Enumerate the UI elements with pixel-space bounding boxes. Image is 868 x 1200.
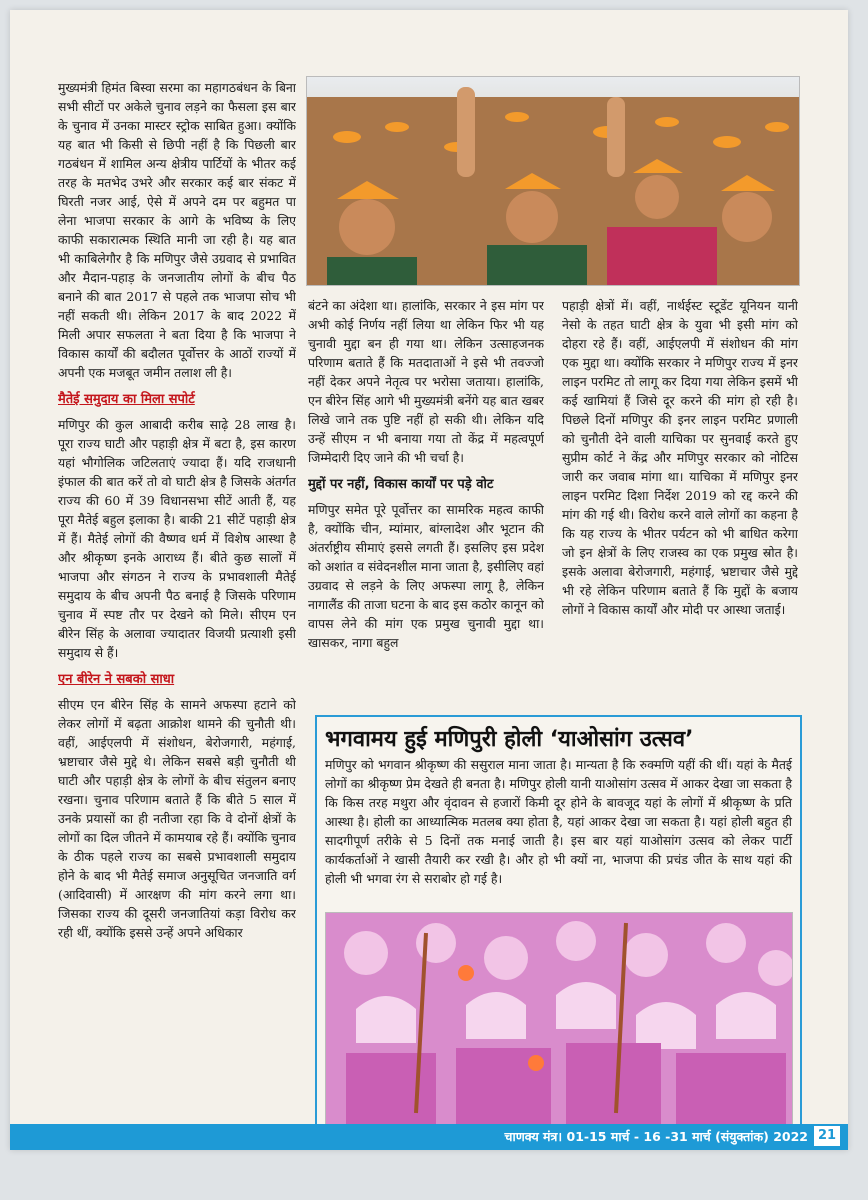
heading-biren: एन बीरेन ने सबको साधा bbox=[58, 672, 175, 687]
column-2 bbox=[308, 296, 544, 712]
col2-paragraph-2: मणिपुर समेत पूरे पूर्वोत्तर का सामरिक महत्व काफी है, क्योंकि चीन, म्यांमार, बांग्लादेश और भूटान की अंतर्राष्ट्रीय सीमाएं इससे लगती हैं। इसलिए इस प्रदेश को अशांत व संवेदनशील माना जाता है, इसीलिए वहां उग्रवाद से लड़ने के लिए अफस्पा लागू है, लेकिन नागालैंड की ताजा घटना के बाद इस कठोर कानून को वापस लेने की मांग एक प्रमुख चुनावी मुद्दा था। खासकर, नागा बहुल bbox=[308, 502, 544, 650]
column-3 bbox=[562, 296, 798, 712]
col1-paragraph-3: सीएम एन बीरेन सिंह के सामने अफस्पा हटाने को लेकर लोगों में बढ़ता आक्रोश थामने की चुनौती थी। वहीं, आईएलपी में संशोधन, बेरोजगारी, महंगाई, भ्रष्टाचार जैसे मुद्दे थे। लेकिन सबसे बड़ी चुनौती थी घाटी और पहाड़ी क्षेत्र के लोगों के बीच संतुलन बनाए रखना। चुनाव परिणाम बताते हैं कि बीते 5 साल में उनके प्रयासों का ही नतीजा रहा कि वे दोनों क्षेत्रों के लोगों का दिल जीतने में कामयाब रहे हैं। क्योंकि चुनाव के ठीक पहले राज्य का सबसे प्रभावशाली समुदाय होने के बाद भी मैतेई समाज अनुसूचित जनजाति वर्ग (आदिवासी) में आरक्षण की मांग करने लगा था। जिसका राज्य की दूसरी जनजातियां कड़ा विरोध कर रही थीं, क्योंकि इससे उन्हें अपने अधिकार bbox=[58, 697, 296, 940]
col1-paragraph-1: मुख्यमंत्री हिमंत बिस्वा सरमा का महागठबंधन के बिना सभी सीटों पर अकेले चुनाव लड़ने का फैसला इस बार के चुनाव में उनका मास्टर स्ट्रोक साबित हुआ। क्योंकि यह बात भी किसी से छिपी नहीं है कि पिछली बार गठबंधन में शामिल अन्य क्षेत्रीय पार्टियों के भीतर कई तरह के मतभेद उभरे और सरकार कई बार संकट में घिरती नजर आई, ऐसे में अपने दम पर बहुमत पा लेना भाजपा सरकार के आगे के भविष्य के लिए काफी सकारात्मक स्थिति मानी जा रही है। यह बात भी काबिलेगौर है कि मणिपुर जैसे उग्रवाद से प्रभावित और मैदान-पहाड़ के जनजातीय लोगों के बीच पैठ बनाने की बात 2017 से पहले तक भाजपा सोच भी नहीं सकती थी। लेकिन 2017 के बाद 2022 में मिली अपार सफलता ने बता दिया है कि भाजपा ने विकास कार्यों की बदौलत पूर्वोत्तर के आठों राज्यों में अपनी एक मजबूत जमीन तलाश ली है। bbox=[58, 80, 296, 380]
heading-maitei-support: मैतेई समुदाय का मिला सपोर्ट bbox=[58, 392, 195, 407]
magazine-page bbox=[10, 10, 848, 1150]
footer-bar bbox=[10, 1124, 848, 1150]
col2-paragraph-1: बंटने का अंदेशा था। हालांकि, सरकार ने इस मांग पर अभी कोई निर्णय नहीं लिया था लेकिन फिर भी यह चुनावी मुद्दा बन ही गया था। लेकिन उत्साहजनक परिणाम बताते हैं कि मतदाताओं ने इसे भी तवज्जो नहीं देकर अपने नेतृत्व पर भरोसा जताया। हालांकि, एन बीरेन सिंह आगे भी मुख्यमंत्री बनेंगे यह बात खबर लिखे जाने तक पुष्टि नहीं हो सकी थी। लेकिन यदि उन्हें सीएम न भी बनाया गया तो केंद्र में महत्वपूर्ण जिम्मेदारी दिए जाने की भी चर्चा है। bbox=[308, 298, 544, 465]
holi-feature-box bbox=[315, 715, 802, 1139]
col1-paragraph-2: मणिपुर की कुल आबादी करीब साढ़े 28 लाख है। पूरा राज्य घाटी और पहाड़ी क्षेत्र में बटा है, इस कारण यहां भौगोलिक जटिलताएं ज्यादा हैं। यदि राजधानी इंफाल की बात करें तो वो घाटी क्षेत्र है जिसके अंतर्गत राज्य की 60 में 39 विधानसभा सीटें आती हैं, यह पूरा मैतेई बहुल इलाका है। बाकी 21 सीटें पहाड़ी क्षेत्र में हैं। मैतेई लोगों की वैष्णव धर्म में विशेष आस्था है और श्रीकृष्ण इनके आराध्य हैं। बीते कुछ सालों में भाजपा और संगठन ने राज्य के प्रभावशाली मैतेई समुदाय के बीच अपनी पैठ बनाई है जिसके परिणाम चुनाव में स्पष्ट तौर पर देखने को मिले। सीएम एन बीरेन सिंह के अलावा ज्यादातर विजयी प्रत्याशी इसी समुदाय से हैं। bbox=[58, 417, 296, 660]
rally-photo bbox=[306, 76, 800, 286]
holi-photo bbox=[325, 912, 793, 1126]
holi-box-title: भगवामय हुई मणिपुरी होली ‘याओसांग उत्सव’ bbox=[325, 727, 694, 752]
holi-box-text: मणिपुर को भगवान श्रीकृष्ण की ससुराल माना जाता है। मान्यता है कि रुक्मणि यहीं की थीं। यहां के मैतई लोगों का श्रीकृष्ण प्रेम देखते ही बनता है। मणिपुर होली यानी याओसांग उत्सव में आकर देखा जा सकता है कि किस तरह मथुरा और वृंदावन से हजारों किमी दूर होने के बावजूद यहां के लोगों में श्रीकृष्ण के प्रति आस्था है। होली का आध्यात्मिक मतलब क्या होता है, यहां आकर देखा जा सकता है। यहां होली बहुत ही सादगीपूर्ण तरीके से 5 दिनों तक मनाई जाती है। इस बार यहां याओसांग उत्सव को लेकर पार्टी कार्यकर्ताओं ने खासी तैयारी कर रखी है। और हो भी क्यों ना, भाजपा की प्रचंड जीत के साथ यहां की होली भी भगवा रंग से सराबोर हो गई है। bbox=[325, 757, 792, 886]
col3-paragraph-1: पहाड़ी क्षेत्रों में। वहीं, नार्थईस्ट स्टूडेंट यूनियन यानी नेसो के तहत घाटी क्षेत्र के युवा भी इसी मांग को दोहरा रहे हैं। वहीं, आईएलपी में संशोधन की मांग एक मुद्दा था। क्योंकि सरकार ने मणिपुर राज्य में इनर लाइन परमिट तो लागू कर दिया गया लेकिन इसमें भी कई खामियां हैं जिसे दूर करने की मांग हो रही है। पिछले दिनों मणिपुर की इनर लाइन परमिट प्रणाली को चुनौती देने वाली याचिका पर सुनवाई करते हुए सुप्रीम कोर्ट ने केंद्र और मणिपुर सरकार को नोटिस जारी कर जवाब मांगा था। याचिका में मणिपुर इनर लाइन परमिट दिशा निर्देश 2019 को रद्द करने की मांग की गई थी। विरोध करने वाले लोगों का कहना है कि यह राज्य के भीतर पर्यटन को भी बाधित करेगा जो इन क्षेत्रों के लिए राजस्व का एक प्रमुख स्रोत है। इसके अलावा बेरोजगारी, महंगाई, भ्रष्टाचार जैसे मुद्दे भी रहे लेकिन परिणाम बताते हैं कि मुद्दों के बजाय लोगों ने विकास कार्यों और मोदी पर आस्था जताई। bbox=[562, 298, 798, 617]
heading-development-votes: मुद्दों पर नहीं, विकास कार्यों पर पड़े वोट bbox=[308, 477, 494, 492]
page-number: 21 bbox=[814, 1126, 840, 1146]
column-1 bbox=[58, 78, 296, 1124]
footer-publication: चाणक्य मंत्र। 01-15 मार्च - 16 -31 मार्च (संयुक्तांक) 2022 bbox=[504, 1129, 808, 1144]
